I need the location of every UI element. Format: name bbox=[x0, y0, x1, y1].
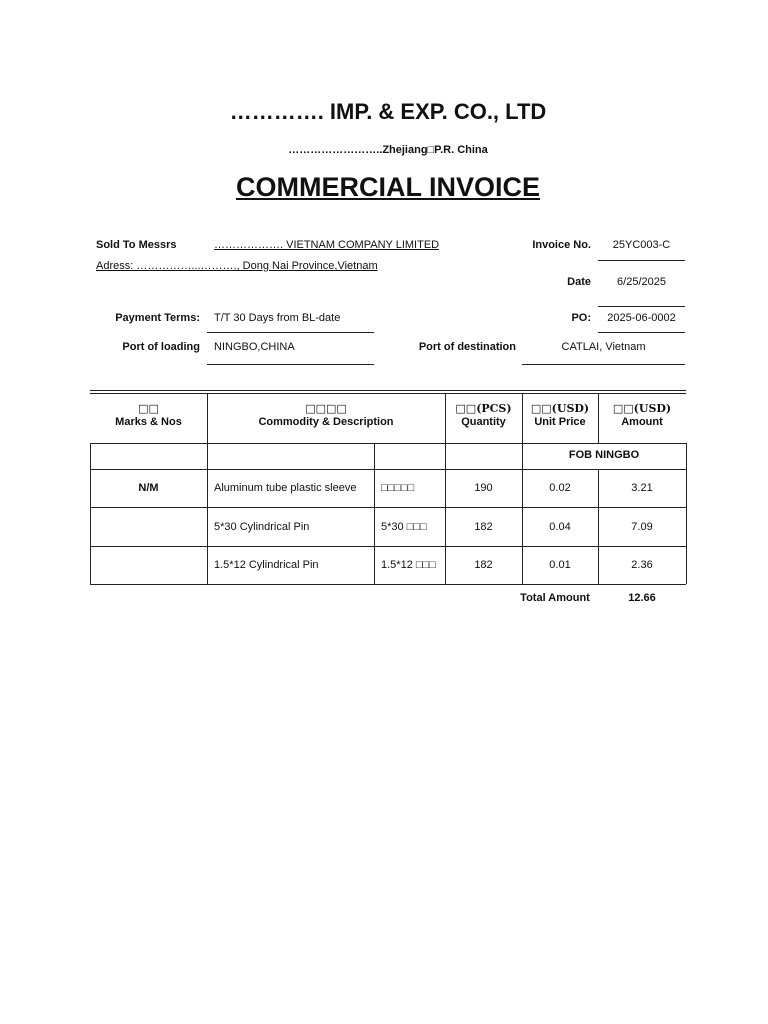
header-unit-price-cn: □□(USD) bbox=[530, 402, 590, 415]
header-amount-cn: □□(USD) bbox=[612, 402, 672, 415]
unit-price-cell: 0.02 bbox=[549, 482, 571, 494]
payment-terms-value: T/T 30 Days from BL-date bbox=[214, 312, 341, 324]
date-label: Date bbox=[567, 276, 591, 288]
company-address: ……………………..Zhejiang□P.R. China bbox=[288, 144, 488, 156]
amount-cell: 7.09 bbox=[631, 521, 653, 533]
header-quantity: Quantity bbox=[461, 416, 506, 428]
po-value: 2025-06-0002 bbox=[607, 312, 676, 324]
description-cn-cell: □□□□□ bbox=[381, 482, 415, 494]
marks-cell: N/M bbox=[138, 482, 159, 494]
invoice-no-label: Invoice No. bbox=[532, 239, 591, 251]
description-cell: Aluminum tube plastic sleeve bbox=[214, 482, 357, 494]
header-unit-price: Unit Price bbox=[534, 416, 586, 428]
document-title: COMMERCIAL INVOICE bbox=[235, 172, 540, 202]
unit-price-cell: 0.01 bbox=[549, 559, 571, 571]
port-loading-label: Port of loading bbox=[122, 341, 200, 353]
amount-cell: 3.21 bbox=[631, 482, 653, 494]
description-cn-cell: 5*30 □□□ bbox=[381, 521, 427, 533]
description-cell: 1.5*12 Cylindrical Pin bbox=[214, 559, 319, 571]
date-value: 6/25/2025 bbox=[617, 276, 666, 288]
total-amount-value: 12.66 bbox=[628, 592, 656, 604]
quantity-cell: 182 bbox=[474, 559, 493, 571]
header-marks: Marks & Nos bbox=[115, 416, 182, 428]
port-destination-label: Port of destination bbox=[418, 341, 516, 353]
company-name: …………. IMP. & EXP. CO., LTD bbox=[229, 99, 547, 124]
description-cell: 5*30 Cylindrical Pin bbox=[214, 521, 310, 533]
header-quantity-cn: □□(PCS) bbox=[455, 402, 512, 415]
header-description: Commodity & Description bbox=[258, 416, 394, 428]
header-amount: Amount bbox=[621, 416, 663, 428]
header-marks-cn: □□ bbox=[138, 402, 159, 415]
po-label: PO: bbox=[571, 312, 591, 324]
port-loading-value: NINGBO,CHINA bbox=[214, 341, 295, 353]
header-description-cn: □□□□ bbox=[305, 402, 347, 415]
description-cn-cell: 1.5*12 □□□ bbox=[381, 559, 436, 571]
quantity-cell: 190 bbox=[474, 482, 493, 494]
invoice-no-value: 25YC003-C bbox=[612, 239, 671, 251]
sold-to-label: Sold To Messrs bbox=[96, 239, 177, 251]
quantity-cell: 182 bbox=[474, 521, 493, 533]
amount-cell: 2.36 bbox=[631, 559, 653, 571]
unit-price-cell: 0.04 bbox=[549, 521, 571, 533]
price-terms: FOB NINGBO bbox=[568, 449, 640, 461]
port-destination-value: CATLAI, Vietnam bbox=[561, 341, 646, 353]
payment-terms-label: Payment Terms: bbox=[115, 312, 200, 324]
address: Adress: ……………...………., Dong Nai Province,Vietnam bbox=[96, 260, 378, 272]
total-amount-label: Total Amount bbox=[520, 592, 590, 604]
sold-to-value: ………………. VIETNAM COMPANY LIMITED bbox=[214, 239, 440, 251]
